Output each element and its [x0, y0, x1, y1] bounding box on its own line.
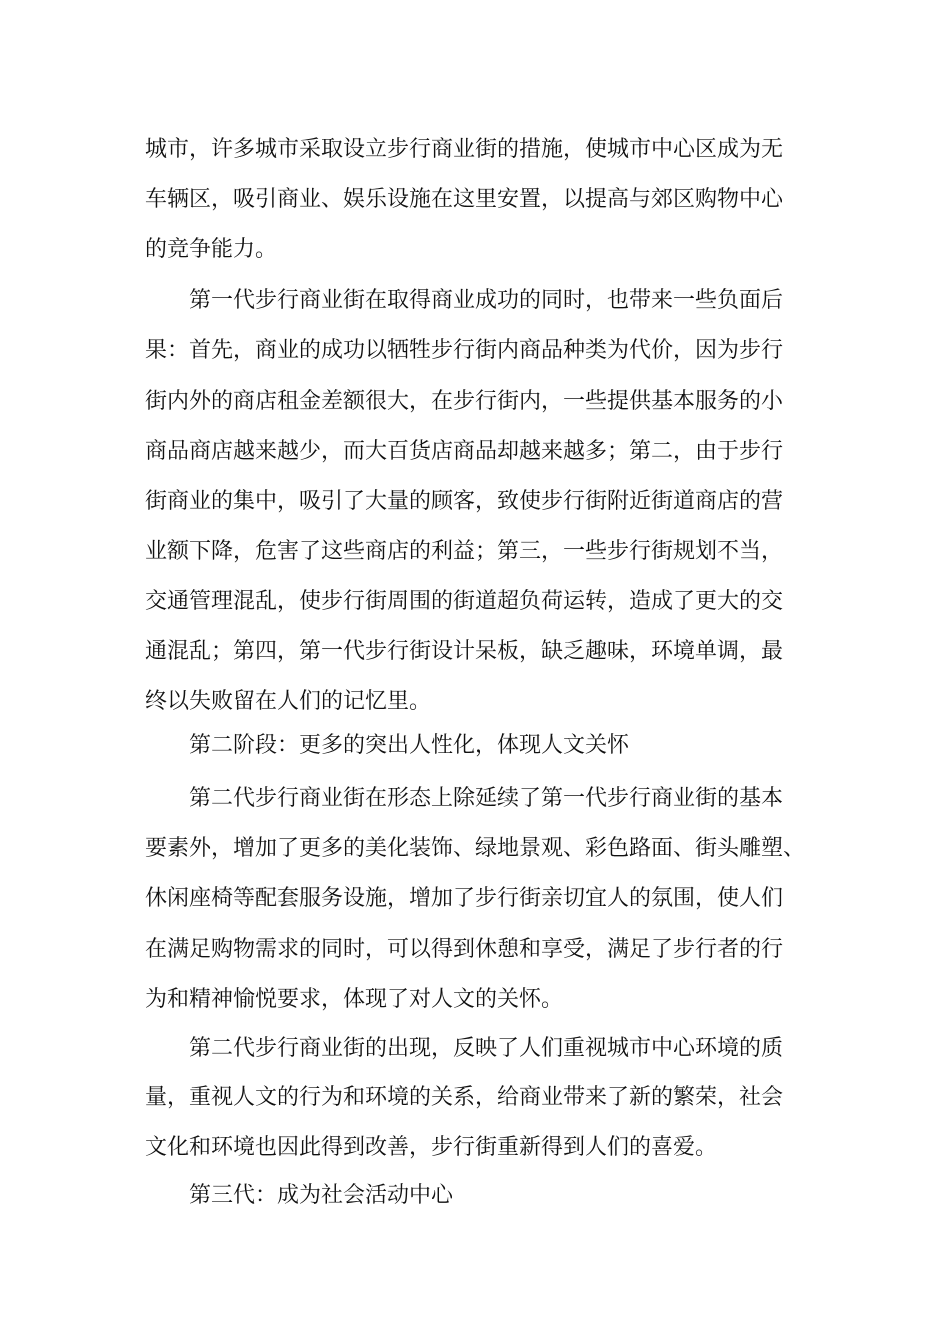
paragraph-first-line: 第二代步行商业街的出现，反映了人们重视城市中心环境的质: [189, 1036, 784, 1061]
text-line: 街内外的商店租金差额很大，在步行街内，一些提供基本服务的小: [145, 389, 784, 414]
text-line: 街商业的集中，吸引了大量的顾客，致使步行街附近街道商店的营: [145, 489, 784, 514]
paragraph-first-line: 第一代步行商业街在取得商业成功的同时，也带来一些负面后: [189, 288, 784, 313]
text-line: 的竞争能力。: [145, 237, 278, 262]
section-heading: 第二阶段：更多的突出人性化，体现人文关怀: [189, 733, 630, 758]
section-heading: 第三代：成为社会活动中心: [189, 1183, 454, 1208]
text-line: 文化和环境也因此得到改善，步行街重新得到人们的喜爱。: [145, 1135, 718, 1160]
text-line: 城市，许多城市采取设立步行商业街的措施，使城市中心区成为无: [145, 137, 784, 162]
text-line: 在满足购物需求的同时，可以得到休憩和享受，满足了步行者的行: [145, 937, 784, 962]
text-line: 通混乱；第四，第一代步行街设计呆板，缺乏趣味，环境单调，最: [145, 639, 784, 664]
text-line: 车辆区，吸引商业、娱乐设施在这里安置，以提高与郊区购物中心: [145, 187, 784, 212]
text-line: 果：首先，商业的成功以牺牲步行街内商品种类为代价，因为步行: [145, 338, 784, 363]
paragraph-first-line: 第二代步行商业街在形态上除延续了第一代步行商业街的基本: [189, 786, 784, 811]
text-line: 商品商店越来越少，而大百货店商品却越来越多；第二，由于步行: [145, 439, 784, 464]
text-line: 业额下降，危害了这些商店的利益；第三，一些步行街规划不当，: [145, 539, 784, 564]
text-line: 要素外，增加了更多的美化装饰、绿地景观、彩色路面、街头雕塑、: [145, 836, 806, 861]
text-line: 为和精神愉悦要求，体现了对人文的关怀。: [145, 987, 564, 1012]
text-line: 量，重视人文的行为和环境的关系，给商业带来了新的繁荣，社会: [145, 1085, 784, 1110]
text-line: 休闲座椅等配套服务设施，增加了步行街亲切宜人的氛围，使人们: [145, 886, 784, 911]
text-line: 终以失败留在人们的记忆里。: [145, 689, 432, 714]
text-line: 交通管理混乱，使步行街周围的街道超负荷运转，造成了更大的交: [145, 589, 784, 614]
